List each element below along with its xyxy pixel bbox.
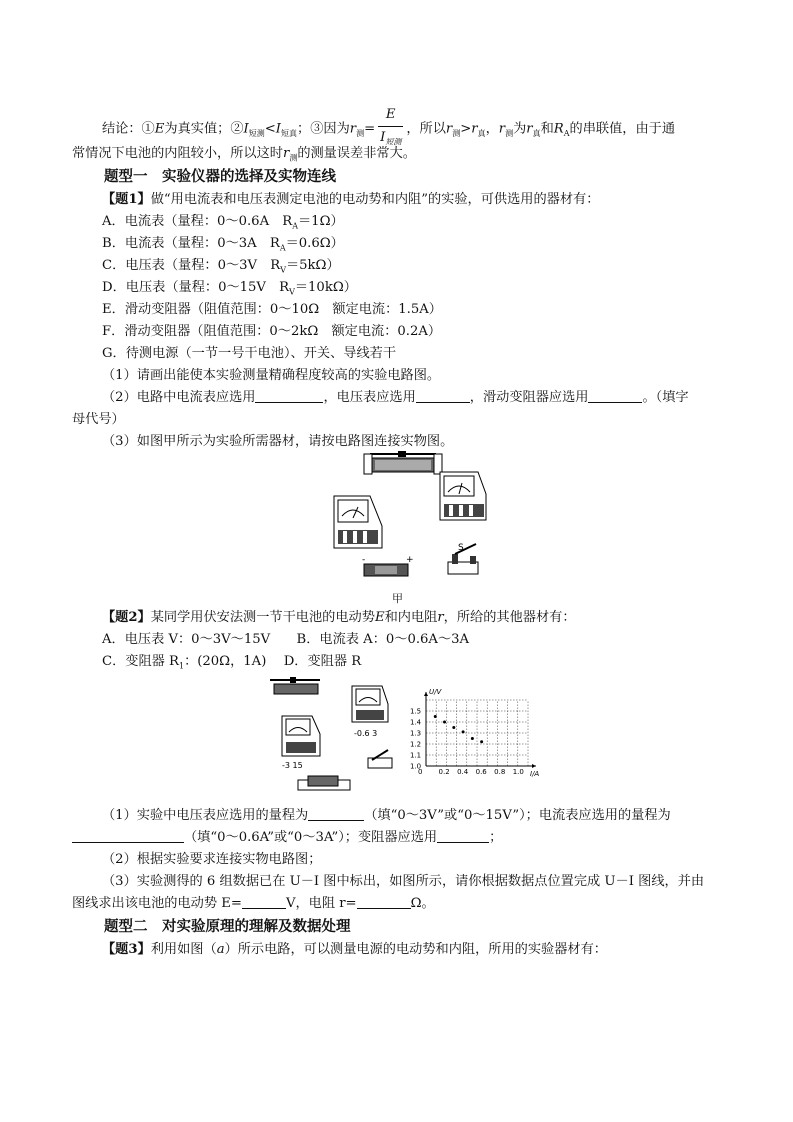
x-tick-label: 0.6 (475, 768, 487, 776)
q1-option-a: A．电流表（量程：0～0.6A $R_A=1\Omega$） (102, 214, 344, 231)
q3-intro: 【题3】利用如图（a）所示电路，可以测量电源的电动势和内阻，所用的实验器材有： (102, 942, 607, 957)
rheostat (270, 677, 320, 694)
svg-text:-: - (362, 555, 366, 565)
switch-label: S (458, 543, 464, 553)
answer-blank[interactable] (437, 829, 489, 843)
figure-q2-apparatus (268, 676, 418, 800)
figure-jia-apparatus (320, 450, 490, 600)
y-tick-label: 1.4 (410, 718, 422, 727)
q1-option-c: C．电压表（量程：0～3V $R_V=5k\Omega$） (102, 258, 340, 275)
switch (368, 750, 392, 768)
q1-intro: 【题1】做“用电流表和电压表测定电池的电动势和内阻”的实验，可供选用的器材有： (102, 192, 600, 207)
x-axis-label: I/A (530, 770, 540, 778)
q2-part-3-cont: 图线求出该电池的电动势 E= V，电阻 r= Ω。 (72, 896, 435, 911)
q2-part-2: （2）根据实验要求连接实物电路图； (102, 852, 322, 867)
data-point (480, 740, 483, 743)
y-tick-label: 1.0 (410, 762, 422, 771)
q2-intro: 【题2】某同学用伏安法测一节干电池的电动势E和内电阻r，所给的其他器材有： (102, 610, 576, 625)
q2-options-ab: A．电压表 V：0～3V～15V B．电流表 A：0～0.6A～3A (102, 632, 470, 647)
meter-voltmeter (282, 716, 320, 770)
meter-left (334, 496, 382, 548)
x-tick-label: 0 (418, 768, 423, 776)
q1-part-2-cont: 母代号） (72, 412, 125, 427)
q1-part-1: （1）请画出能使本实验测量精确程度较高的实验电路图。 (102, 368, 441, 383)
x-tick-label: 0.8 (494, 768, 506, 776)
y-tick-label: 1.1 (410, 751, 422, 760)
answer-blank[interactable] (308, 807, 364, 821)
data-point (462, 730, 465, 733)
answer-blank[interactable] (588, 389, 642, 403)
q1-part-2: （2）电路中电流表应选用 ，电压表应选用 ，滑动变阻器应选用 。（填字 (102, 390, 689, 405)
svg-text:+: + (406, 555, 414, 565)
battery-holder (298, 776, 350, 790)
ammeter-terminals: -0.6 3 (354, 729, 378, 738)
data-point (471, 737, 474, 740)
conclusion-line-1: 结论：①E为真实值；$②I_{短测}<I_{短真}$；③因为$r_测=$ $\frac{E}{I_{短测}}$ ，所以$r_测>r_真$，$r_测$为$r_真$和$R_A$的串联值，由于通 (102, 104, 675, 154)
q2-options-cde: C．变阻器 $R_1$：(20Ω，1A) D．变阻器 R (102, 654, 362, 671)
q1-option-d: D．电压表（量程：0～15V $R_V=10k\Omega$） (102, 280, 357, 297)
answer-blank[interactable] (416, 389, 470, 403)
answer-blank[interactable] (242, 895, 286, 909)
q1-option-b: B．电流表（量程：0～3A $R_A=0.6\Omega$） (102, 236, 344, 253)
fraction-E-over-I: $\frac{E}{I_{短测}}$ (378, 104, 403, 154)
switch (448, 543, 478, 574)
rheostat (364, 451, 442, 474)
q1-option-g: G．待测电源（一节一号干电池）、开关、导线若干 (102, 346, 397, 361)
figure-caption-jia: 甲 (392, 592, 403, 605)
section-2-title: 题型二 对实验原理的理解及数据处理 (104, 918, 351, 935)
u-i-chart (408, 688, 540, 780)
q1-option-e: E．滑动变阻器（阻值范围：0～10Ω 额定电流：1.5A） (102, 302, 442, 317)
section-1-title: 题型一 实验仪器的选择及实物连线 (104, 168, 336, 185)
y-tick-label: 1.5 (410, 707, 422, 716)
q2-part-1-cont: （填“0～0.6A”或“0～3A”）；变阻器应选用 ； (72, 829, 502, 847)
meter-right (440, 472, 486, 520)
q2-part-3: （3）实验测得的 6 组数据已在 U－I 图中标出，如图所示，请你根据数据点位置完成 U－I 图线，并由 (102, 874, 705, 889)
q1-option-f: F．滑动变阻器（阻值范围：0～2kΩ 额定电流：0.2A） (102, 324, 442, 339)
x-tick-label: 0.4 (457, 768, 469, 776)
y-tick-label: 1.3 (410, 729, 422, 738)
voltmeter-terminals: -3 15 (282, 761, 303, 770)
y-tick-label: 1.2 (410, 740, 422, 749)
answer-blank[interactable] (72, 829, 184, 843)
data-point (443, 721, 446, 724)
battery (362, 555, 414, 576)
meter-ammeter (352, 686, 388, 738)
y-axis-arrow (424, 692, 428, 696)
q2-part-1: （1）实验中电压表应选用的量程为 （填“0～3V”或“0～15V”）；电流表应选用的量程为 (102, 808, 671, 823)
answer-blank[interactable] (357, 895, 411, 909)
x-tick-label: 1.0 (512, 768, 524, 776)
data-point (434, 715, 437, 718)
y-axis-label: U/V (429, 688, 442, 696)
q1-part-3: （3）如图甲所示为实验所需器材，请按电路图连接实物图。 (102, 434, 454, 449)
data-point (452, 726, 455, 729)
answer-blank[interactable] (255, 389, 323, 403)
conclusion-line-2: 常情况下电池的内阻较小，所以这时$r_测$的测量误差非常大。 (72, 146, 416, 163)
x-axis-arrow (532, 764, 536, 768)
x-tick-label: 0.2 (438, 768, 450, 776)
